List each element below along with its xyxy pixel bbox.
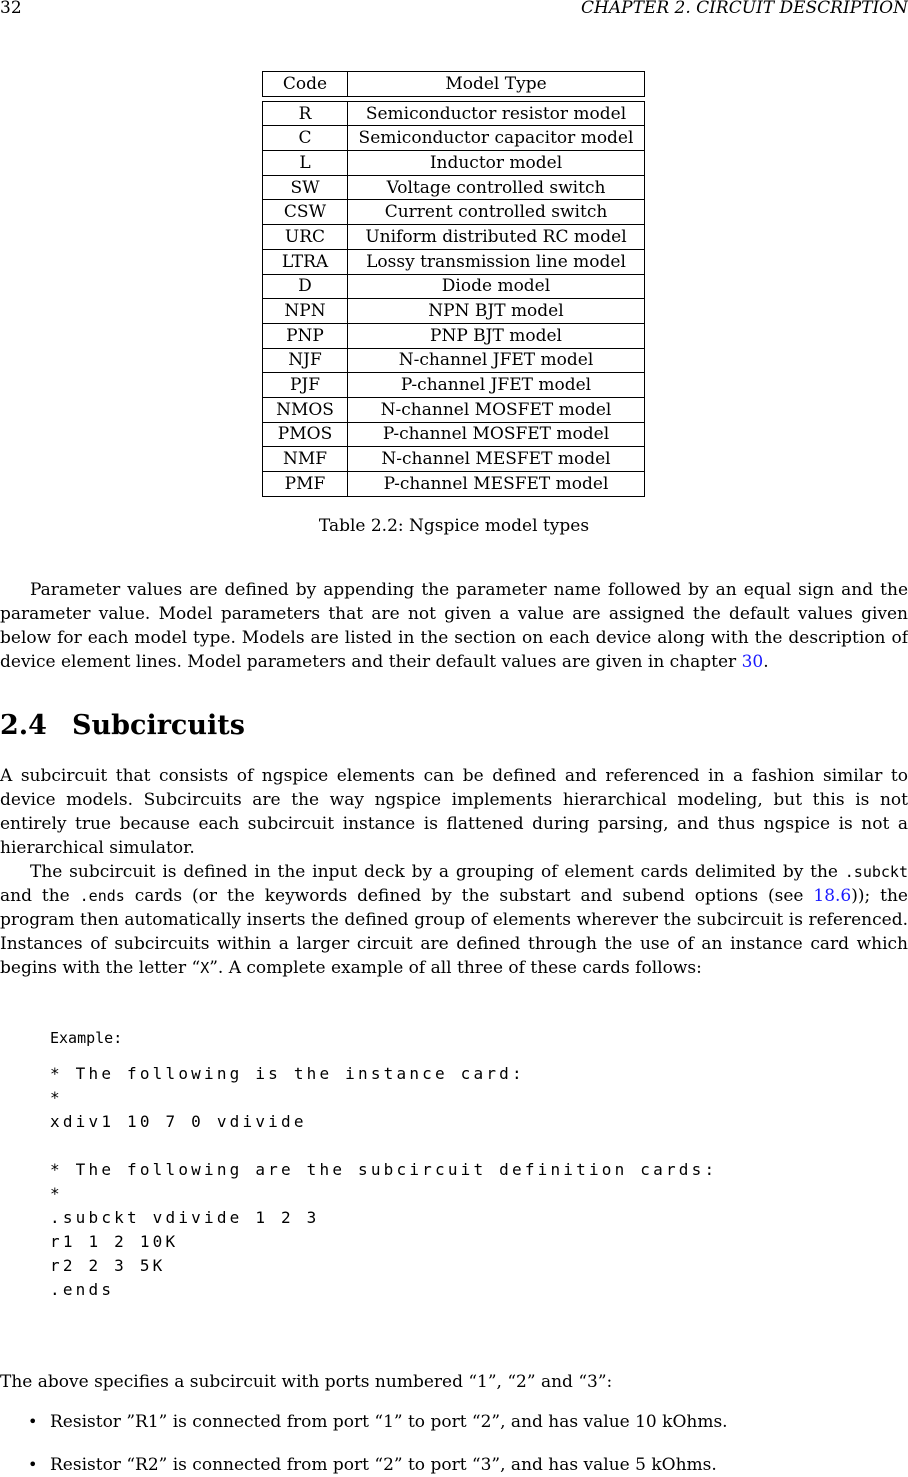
cell-code: LTRA [263, 249, 348, 274]
example-label: Example: [50, 1029, 123, 1047]
example-code-block: * The following is the instance card: * xdiv1 10 7 0 vdivide * The following are the subcircuit definition cards: * .subckt vdivide 1 2 3 r1 1 2 10K r2 2 3 5K .ends [50, 1064, 718, 1299]
page-header [0, 0, 908, 18]
table-row [263, 225, 645, 250]
cell-model-type: P-channel MOSFET model [348, 422, 645, 447]
cell-code: PMOS [263, 422, 348, 447]
cell-model-type: N-channel MESFET model [348, 447, 645, 472]
paragraph-ports: The above specifies a subcircuit with ports numbered “1”, “2” and “3”: [0, 1372, 613, 1392]
cell-code: D [263, 274, 348, 299]
cell-model-type: NPN BJT model [348, 299, 645, 324]
cell-model-type: Lossy transmission line model [348, 249, 645, 274]
section-heading [0, 708, 245, 744]
paragraph-text: Parameter values are defined by appending the parameter name followed by an equal sign and the parameter value. Model parameters that are not given a value are assigned the default values given below for each model type. Models are listed in the section on each device along with the description of device element lines. Model parameters and their default values are given in chapter [0, 580, 908, 672]
cell-code: PMF [263, 472, 348, 497]
section-title: Subcircuits [72, 710, 245, 741]
paragraph-text: ”. A complete example of all three of these cards follows: [209, 958, 702, 978]
bullet-icon: • [28, 1412, 38, 1431]
section-number: 2.4 [0, 710, 47, 741]
cell-model-type: N-channel JFET model [348, 348, 645, 373]
paragraph-subcircuit-intro: A subcircuit that consists of ngspice elements can be defined and referenced in a fashion similar to device models. Subcircuits are the way ngspice implements hierarchical modeling, but this is not entirely true because each subcircuit instance is flattened during parsing, and thus ngspice is not a hierarchical simulator. [0, 766, 908, 858]
table-row [263, 274, 645, 299]
table-row [263, 200, 645, 225]
cell-model-type: N-channel MOSFET model [348, 397, 645, 422]
table-body [263, 96, 645, 496]
code-ends: .ends [79, 887, 125, 905]
cell-code: NPN [263, 299, 348, 324]
paragraph-text: The subcircuit is defined in the input deck by a grouping of element cards delimited by the [30, 862, 845, 882]
list-item-text: Resistor ”R1” is connected from port “1” to port “2”, and has value 10 kOhms. [50, 1412, 728, 1432]
table-row [263, 472, 645, 497]
table-caption: Table 2.2: Ngspice model types [318, 516, 590, 536]
table-row [263, 373, 645, 398]
table-row [263, 101, 645, 126]
section-link[interactable]: 18.6 [813, 886, 852, 906]
cell-model-type: Semiconductor resistor model [348, 101, 645, 126]
table-row [263, 397, 645, 422]
cell-code: CSW [263, 200, 348, 225]
paragraph-parameter-values [0, 578, 908, 674]
table-row [263, 299, 645, 324]
cell-model-type: Diode model [348, 274, 645, 299]
cell-model-type: Semiconductor capacitor model [348, 126, 645, 151]
table-row [263, 249, 645, 274]
chapter-link[interactable]: 30 [741, 652, 764, 672]
column-header-code: Code [263, 72, 348, 97]
table-row [263, 422, 645, 447]
code-x: X [200, 959, 210, 977]
cell-model-type: Voltage controlled switch [348, 175, 645, 200]
paragraph-text-end: . [763, 652, 769, 672]
cell-model-type: Inductor model [348, 151, 645, 176]
table-row [263, 126, 645, 151]
cell-model-type: Uniform distributed RC model [348, 225, 645, 250]
paragraph-text: )); the program then automatically inserts the defined group of elements wherever the subcircuit is referenced. Instances of subcircuits within a larger circuit are defined through the use of an instance card which begins with the letter “ [0, 886, 908, 978]
cell-code: URC [263, 225, 348, 250]
column-header-model-type: Model Type [348, 72, 645, 97]
page-number: 32 [0, 0, 22, 18]
cell-code: NMF [263, 447, 348, 472]
paragraph-text: and the [0, 886, 80, 906]
paragraph-subcircuit-definition [0, 860, 908, 980]
cell-code: SW [263, 175, 348, 200]
table-row [263, 323, 645, 348]
cell-model-type: P-channel JFET model [348, 373, 645, 398]
table-row [263, 175, 645, 200]
cell-model-type: PNP BJT model [348, 323, 645, 348]
cell-code: C [263, 126, 348, 151]
chapter-title: CHAPTER 2. CIRCUIT DESCRIPTION [581, 0, 908, 18]
table-row [263, 348, 645, 373]
table-row [263, 151, 645, 176]
table-header-row [263, 72, 645, 97]
cell-code: PJF [263, 373, 348, 398]
table-row [263, 447, 645, 472]
cell-code: NMOS [263, 397, 348, 422]
cell-code: L [263, 151, 348, 176]
code-subckt: .subckt [844, 863, 908, 881]
cell-model-type: P-channel MESFET model [348, 472, 645, 497]
cell-model-type: Current controlled switch [348, 200, 645, 225]
model-types-table [262, 71, 645, 497]
bullet-icon: • [28, 1455, 38, 1474]
cell-code: R [263, 101, 348, 126]
cell-code: PNP [263, 323, 348, 348]
paragraph-text: cards (or the keywords defined by the substart and subend options (see [124, 886, 814, 906]
list-item-text: Resistor “R2” is connected from port “2” to port “3”, and has value 5 kOhms. [50, 1455, 717, 1475]
cell-code: NJF [263, 348, 348, 373]
